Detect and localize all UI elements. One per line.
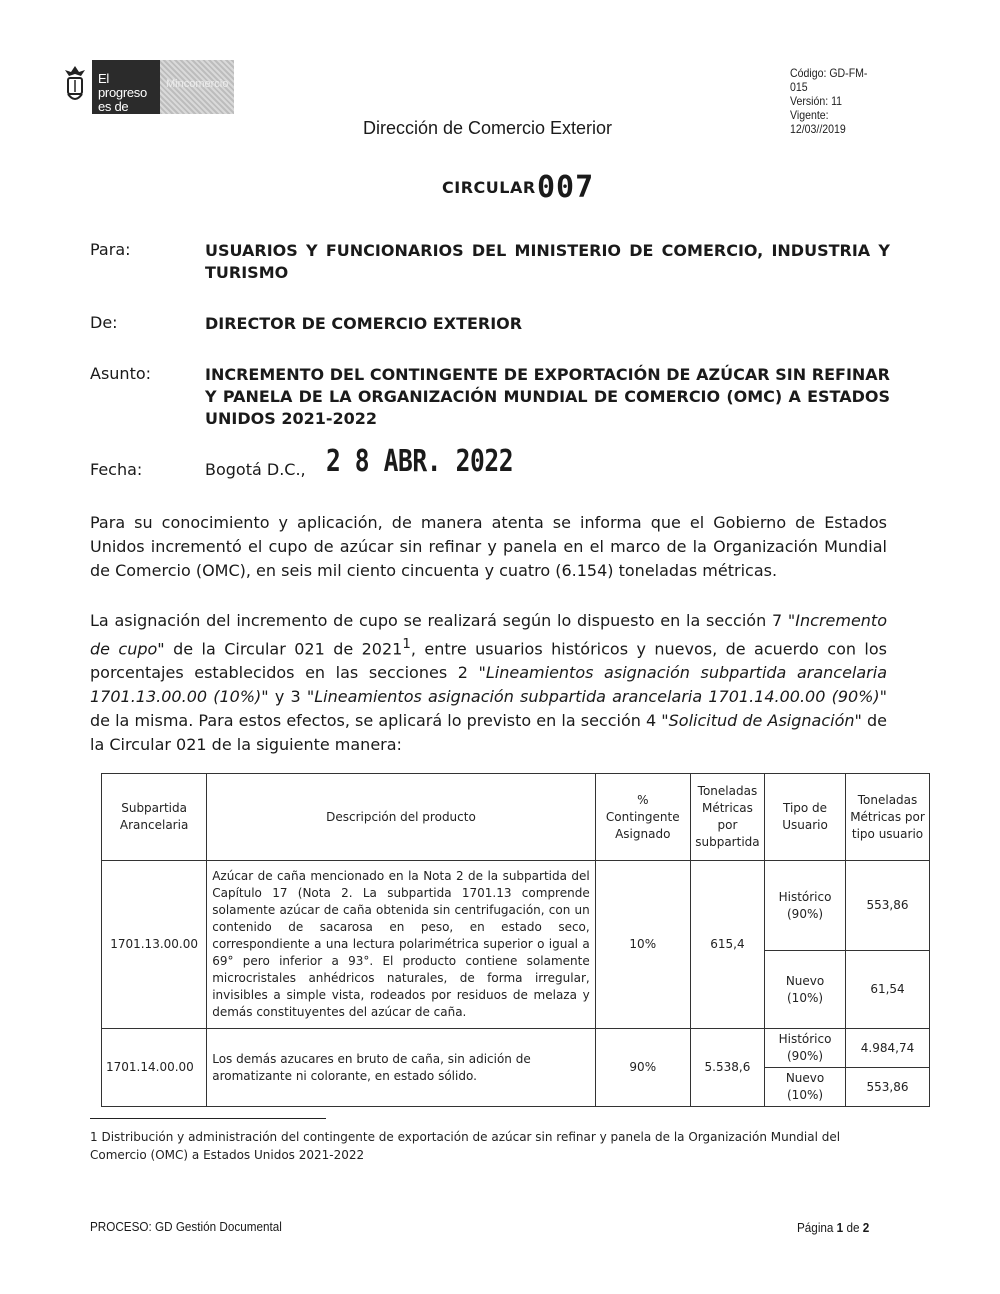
paragraph-2: La asignación del incremento de cupo se realizará según lo dispuesto en la sección 7 "Incremento de cupo" de la Circular 021 de 2021$^1$, entre usuarios históricos y nuevos, de acuerdo con los porcentajes establecidos en las secciones 2 "Lineamientos asignación subpartida arancelaria 1701.13.00.00 (10%)" y 3 "Lineamientos asignación subpartida arancelaria 1701.14.00.00 (90%)" de la misma. Para estos efectos, se aplicará lo previsto en la sección 4 "Solicitud de Asignación" de la Circular 021 de la siguiente manera:	[90, 611, 887, 755]
fecha-city: Bogotá D.C.,	[205, 460, 306, 479]
paragraph-1: Para su conocimiento y aplicación, de manera atenta se informa que el Gobierno de Estados Unidos incrementó el cupo de azúcar sin refinar y panela en el marco de la Organización Mundial de Comercio (OMC), en seis mil ciento cincuenta y cuatro (6.154) toneladas métricas.	[90, 513, 887, 580]
asunto-label: Asunto:	[90, 364, 152, 383]
table-cell: Nuevo (10%)	[765, 951, 846, 1029]
page-number: Página 1 de 2	[797, 1220, 870, 1235]
fecha-label: Fecha:	[90, 460, 143, 479]
table-cell: Histórico (90%)	[765, 861, 846, 951]
vigente: Vigente: 12/03//2019	[790, 108, 846, 136]
table-cell: 1701.14.00.00	[102, 1029, 207, 1107]
table-header: Tipo de Usuario	[765, 774, 846, 861]
table-header: Toneladas Métricas por tipo usuario	[846, 774, 930, 861]
footnote: 1 Distribución y administración del contingente de exportación de azúcar sin refinar y panela de la Organización Mundial del Comercio (OMC) a Estados Unidos 2021-2022	[90, 1130, 841, 1162]
table-cell: Histórico (90%)	[765, 1029, 846, 1068]
footer-process: PROCESO: GD Gestión Documental	[90, 1219, 282, 1234]
table-cell: Azúcar de caña mencionado en la Nota 2 de la subpartida del Capítulo 17 (Nota 2. La subpartida 1701.13 comprende solamente azúcar de caña obtenida sin centrifugación, con un contenido de sacarosa en peso, en estado seco, correspondiente a una lectura polarimétrica superior o igual a 69° pero inferior a 93°. El producto contiene solamente microcristales anhédricos naturales, de forma irregular, invisibles a simple vista, rodeados por residuos de melaza y demás constituyentes del azúcar de caña.	[207, 861, 596, 1029]
table-header-row	[102, 774, 930, 861]
table-cell: 1701.13.00.00	[102, 861, 207, 1029]
para-value: USUARIOS Y FUNCIONARIOS DEL MINISTERIO DE COMERCIO, INDUSTRIA Y TURISMO	[205, 241, 890, 282]
table-header: Subpartida Arancelaria	[102, 774, 207, 861]
quota-table	[101, 773, 930, 1107]
footnote-ref: 1	[402, 637, 411, 652]
table-header: Descripción del producto	[207, 774, 596, 861]
circular-number: 007	[537, 170, 595, 205]
codigo: Código: GD-FM-015	[790, 66, 868, 94]
table-cell: 61,54	[846, 951, 930, 1029]
logo-ministry: Mincomercio	[166, 78, 229, 90]
date-stamp: 2 8 ABR. 2022	[326, 444, 514, 479]
table-cell: Nuevo (10%)	[765, 1068, 846, 1107]
de-label: De:	[90, 313, 118, 332]
table-cell: 553,86	[846, 861, 930, 951]
asunto-value: INCREMENTO DEL CONTINGENTE DE EXPORTACIÓN DE AZÚCAR SIN REFINAR Y PANELA DE LA ORGANIZACIÓN MUNDIAL DE COMERCIO (OMC) A ESTADOS UNIDOS 2021-2022	[205, 365, 890, 428]
coat-of-arms-icon	[62, 64, 88, 108]
version: Versión: 11	[790, 94, 843, 108]
table-cell: Los demás azucares en bruto de caña, sin adición de aromatizante ni colorante, en estado sólido.	[207, 1029, 596, 1107]
logo	[62, 60, 237, 128]
footnote-divider	[90, 1118, 326, 1119]
table-cell: 4.984,74	[846, 1029, 930, 1068]
logo-banner	[92, 60, 234, 128]
table-cell: 10%	[595, 861, 690, 1029]
table-cell: 615,4	[690, 861, 764, 1029]
logo-slogan: El progreso es de todos	[92, 60, 160, 114]
table-row	[102, 1029, 930, 1068]
de-value: DIRECTOR DE COMERCIO EXTERIOR	[205, 314, 523, 333]
table-header: Toneladas Métricas por subpartida	[690, 774, 764, 861]
table-row	[102, 861, 930, 951]
table-header: % Contingente Asignado	[595, 774, 690, 861]
table-cell: 90%	[595, 1029, 690, 1107]
department-title: Dirección de Comercio Exterior	[362, 118, 613, 138]
table-cell: 553,86	[846, 1068, 930, 1107]
circular-label: CIRCULAR	[442, 178, 536, 197]
para-label: Para:	[90, 240, 131, 259]
table-cell: 5.538,6	[690, 1029, 764, 1107]
